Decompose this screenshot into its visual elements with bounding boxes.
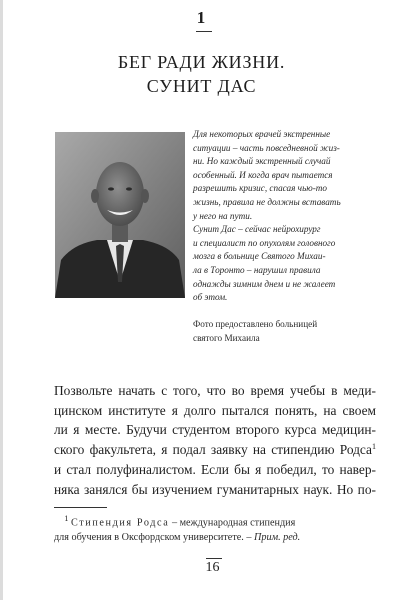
footnote-term: Стипендия Родса: [70, 517, 170, 529]
epigraph-line: Для некоторых врачей экстренные: [193, 129, 331, 139]
epigraph-line: Сунит Дас – сейчас нейрохирург: [193, 224, 321, 235]
photo-credit-line: святого Михаила: [193, 332, 260, 343]
epigraph-line: однажды зимним днем и не жалеет: [193, 278, 336, 289]
footnote-text: – международная стипендия: [169, 517, 296, 529]
body-line: цинском институте я долго пытался понять, на своем: [54, 402, 376, 418]
epigraph-line: об этом.: [193, 292, 228, 303]
footnote-text: для обучения в Оксфордском университете. –: [54, 532, 255, 544]
epigraph-line: жизнь, правила не должны вставать: [193, 196, 341, 207]
body-text: [54, 381, 376, 499]
epigraph-line: ла в Торонто – нарушил правила: [193, 264, 321, 275]
chapter-title-line: БЕГ РАДИ ЖИЗНИ.: [117, 52, 286, 72]
editor-note: Прим. ред.: [254, 532, 301, 544]
body-line: ли я месте. Будучи студентом второго курса медицин-: [54, 422, 376, 438]
footnote-line: [54, 531, 376, 546]
epigraph-line: ни. Но каждый экстренный случай: [193, 156, 331, 167]
epigraph-line: и специалист по опухолям головного: [193, 237, 336, 248]
epigraph-line: особенный. И когда врач пытается: [193, 169, 333, 180]
footnote-marker: 1: [64, 513, 69, 523]
body-line: няка занялся бы изучением гуманитарных наук. Но по-: [54, 481, 376, 497]
epigraph: [193, 128, 383, 305]
page-number: 16: [205, 560, 220, 575]
body-line: и стал полуфиналистом. Если бы я победил, то навер-: [54, 461, 376, 477]
epigraph-line: ситуации – часть повседневной жиз-: [193, 142, 340, 153]
chapter-title-line: СУНИТ ДАС: [146, 76, 257, 96]
chapter-title: [3, 50, 400, 98]
body-line-text: ского факультета, я подал заявку на стипендию Родса: [54, 442, 372, 458]
chapter-number: 1: [196, 8, 207, 27]
footnote: [54, 511, 376, 546]
footnote-separator: [54, 507, 107, 508]
portrait-photo: [55, 132, 185, 298]
page-number-rule: [206, 558, 222, 559]
body-line: [54, 440, 376, 460]
photo-credit: [193, 318, 383, 345]
epigraph-line: у него на пути.: [193, 210, 253, 221]
footnote-reference[interactable]: 1: [372, 442, 376, 452]
epigraph-line: разрешить кризис, спасая чью-то: [193, 183, 328, 194]
photo-credit-line: Фото предоставлено больницей: [193, 319, 318, 329]
epigraph-line: мозга в больнице Святого Михаи-: [193, 251, 326, 262]
chapter-number-rule: [196, 31, 212, 32]
footnote-line: [54, 511, 376, 531]
body-line: Позвольте начать с того, что во время учебы в меди-: [54, 383, 376, 398]
